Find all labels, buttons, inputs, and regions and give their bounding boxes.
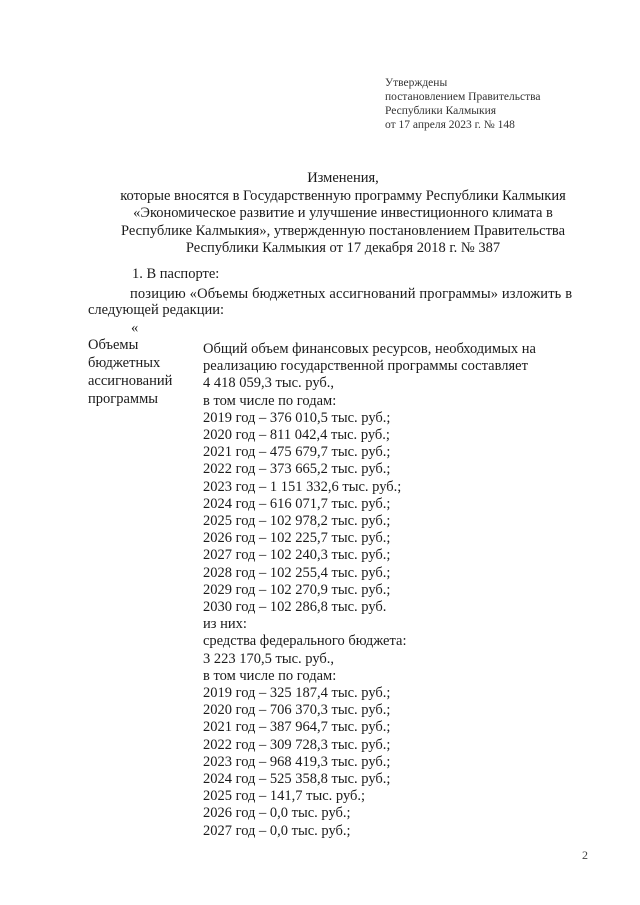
funding-line: 2021 год – 475 679,7 тыс. руб.; (203, 444, 391, 461)
funding-line: 2022 год – 373 665,2 тыс. руб.; (203, 461, 391, 478)
approval-stamp (385, 76, 541, 132)
approval-line: от 17 апреля 2023 г. № 148 (385, 119, 515, 131)
position-line-1: позицию «Объемы бюджетных ассигнований программы» изложить в (130, 286, 573, 302)
funding-line: 2024 год – 616 071,7 тыс. руб.; (203, 495, 391, 512)
title-line: Изменения, (307, 170, 379, 186)
funding-line: Общий объем финансовых ресурсов, необходимых на (203, 341, 536, 357)
funding-line: 2030 год – 102 286,8 тыс. руб. (203, 599, 387, 616)
left-label-line: ассигнований (88, 373, 173, 389)
left-label-line: Объемы (88, 337, 139, 353)
funding-line: 2023 год – 968 419,3 тыс. руб.; (203, 753, 391, 770)
funding-line: 2026 год – 0,0 тыс. руб.; (203, 805, 351, 822)
page-number: 2 (582, 848, 588, 862)
table-right-content (203, 341, 536, 840)
funding-line: 2020 год – 706 370,3 тыс. руб.; (203, 702, 391, 719)
funding-line: 2029 год – 102 270,9 тыс. руб.; (203, 581, 391, 598)
funding-line: 2020 год – 811 042,4 тыс. руб.; (203, 427, 390, 444)
funding-line: реализацию государственной программы составляет (203, 358, 528, 375)
funding-line: 2021 год – 387 964,7 тыс. руб.; (203, 719, 391, 736)
section-item: 1. В паспорте: (132, 266, 220, 282)
funding-line: 2027 год – 0,0 тыс. руб.; (203, 822, 351, 839)
funding-line: 2019 год – 376 010,5 тыс. руб.; (203, 409, 391, 426)
approval-line: постановлением Правительства (385, 91, 541, 103)
left-label-line: бюджетных (88, 355, 161, 371)
document-title (88, 170, 598, 258)
funding-line: 4 418 059,3 тыс. руб., (203, 375, 335, 392)
quote-open: « (131, 320, 139, 336)
approval-line: Республики Калмыкия (385, 105, 497, 117)
funding-line: в том числе по годам: (203, 667, 337, 684)
table-left-label (88, 336, 172, 408)
approval-line: Утверждены (385, 77, 448, 89)
funding-line: 2026 год – 102 225,7 тыс. руб.; (203, 530, 391, 547)
funding-line: 2025 год – 141,7 тыс. руб.; (203, 788, 366, 805)
funding-line: средства федерального бюджета: (203, 633, 407, 650)
funding-line: 2023 год – 1 151 332,6 тыс. руб.; (203, 478, 402, 495)
title-line: Республики Калмыкия от 17 декабря 2018 г. № 387 (185, 240, 501, 256)
position-line-2: следующей редакции: (88, 302, 225, 318)
left-label-line: программы (88, 391, 158, 407)
title-line: которые вносятся в Государственную программу Республики Калмыкия (120, 187, 566, 204)
funding-line: 3 223 170,5 тыс. руб., (203, 650, 335, 667)
funding-line: 2022 год – 309 728,3 тыс. руб.; (203, 736, 391, 753)
funding-line: в том числе по годам: (203, 392, 337, 409)
funding-line: 2027 год – 102 240,3 тыс. руб.; (203, 547, 391, 564)
funding-line: из них: (203, 616, 247, 633)
funding-line: 2019 год – 325 187,4 тыс. руб.; (203, 685, 391, 702)
title-line: Республике Калмыкия», утвержденную постановлением Правительства (120, 222, 566, 239)
title-line: «Экономическое развитие и улучшение инвестиционного климата в (133, 205, 553, 221)
funding-line: 2028 год – 102 255,4 тыс. руб.; (203, 564, 391, 581)
funding-line: 2025 год – 102 978,2 тыс. руб.; (203, 513, 391, 530)
funding-line: 2024 год – 525 358,8 тыс. руб.; (203, 771, 391, 788)
